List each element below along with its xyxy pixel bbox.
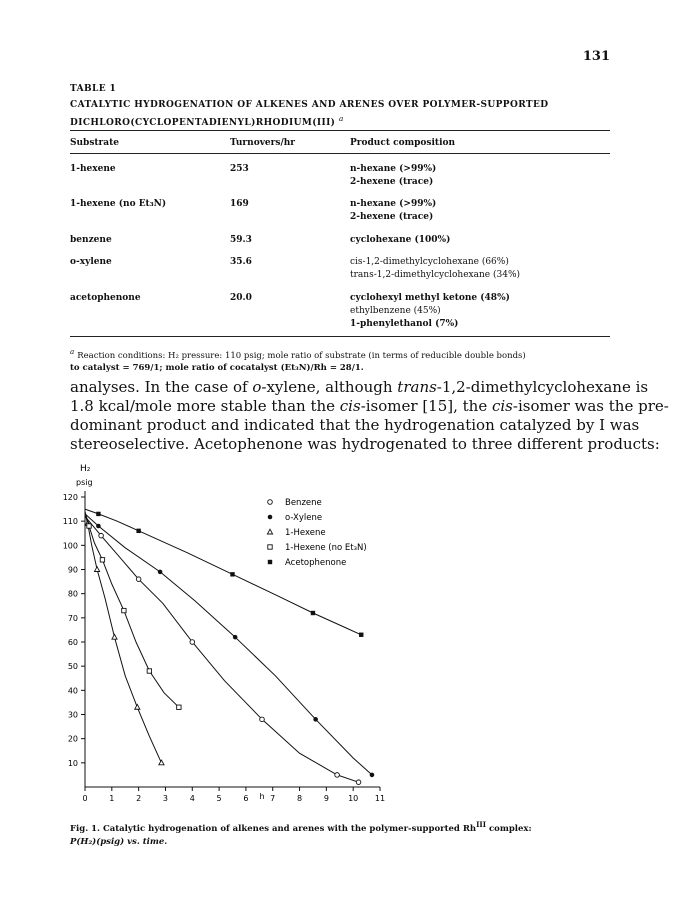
table-title xyxy=(70,99,630,130)
y-tick-label: 20 xyxy=(67,734,78,744)
data-point xyxy=(233,635,238,640)
y-tick-label: 80 xyxy=(67,589,78,599)
header-product: Product composition xyxy=(350,138,456,148)
y-tick-label: 60 xyxy=(67,638,78,647)
table-row-5-products xyxy=(350,292,510,331)
legend-label: o-Xylene xyxy=(285,513,323,523)
product-line: cyclohexane (100%) xyxy=(350,235,451,245)
table-footnote xyxy=(70,346,630,374)
table-top-rule xyxy=(70,130,610,131)
series-line xyxy=(85,516,359,782)
y-axis-label-bottom: psig xyxy=(76,478,93,487)
data-point xyxy=(313,717,318,722)
body-line-3: dominant product and indicated that the hydrogenation catalyzed by I was xyxy=(70,416,640,434)
table-bottom-rule xyxy=(70,336,610,337)
text-run: -isomer [15], the xyxy=(360,397,492,415)
series-line xyxy=(85,514,372,775)
figure-caption-label: Fig. 1. xyxy=(70,823,100,834)
table-title-text: CATALYTIC HYDROGENATION OF ALKENES AND ARENES OVER POLYMER-SUPPORTED DICHLORO(CYCLOPENTADIENYL)RHODIUM(III) xyxy=(70,100,549,128)
data-point xyxy=(311,611,315,615)
series-4 xyxy=(85,512,181,710)
body-line-4: stereoselective. Acetophenone was hydrogenated to three different products: xyxy=(70,435,660,453)
x-tick-label: 10 xyxy=(348,794,359,803)
data-point xyxy=(356,780,361,785)
body-line-2 xyxy=(70,397,669,416)
x-axis-label: h xyxy=(259,792,265,801)
data-point xyxy=(135,704,140,709)
y-tick-label: 90 xyxy=(67,565,78,575)
text-run-italic: o xyxy=(252,378,262,396)
table-title-note-mark: a xyxy=(338,114,344,123)
footnote-mark: a xyxy=(70,347,75,356)
legend-marker xyxy=(268,545,272,549)
page-number: 131 xyxy=(582,49,610,64)
x-tick-label: 7 xyxy=(270,794,276,803)
data-point xyxy=(136,577,141,582)
legend-marker xyxy=(268,515,273,520)
text-run-italic: cis xyxy=(339,397,361,415)
legend-marker xyxy=(268,560,272,564)
data-point xyxy=(87,524,91,528)
y-tick-label: 50 xyxy=(67,662,78,672)
legend-marker xyxy=(267,529,272,534)
data-point xyxy=(96,524,101,529)
data-point xyxy=(177,705,181,709)
legend-label: Benzene xyxy=(285,498,322,508)
product-line: 1-phenylethanol (7%) xyxy=(350,319,459,329)
text-run: -isomer was the pre- xyxy=(512,397,669,415)
x-tick-label: 6 xyxy=(243,794,249,803)
product-line: cis-1,2-dimethylcyclohexane (66%) xyxy=(350,257,509,267)
product-line: 2-hexene (trace) xyxy=(350,177,434,187)
table-row-2-products xyxy=(350,198,436,224)
figure-caption-line-1a: Catalytic hydrogenation of alkenes and arenes with the polymer-supported Rh xyxy=(102,823,477,834)
x-tick-label: 2 xyxy=(136,794,142,803)
chart-legend xyxy=(267,498,366,568)
series-line xyxy=(85,512,179,708)
figure-caption-line-1b: complex: xyxy=(486,823,532,834)
table-row-3-products xyxy=(350,234,450,247)
data-point xyxy=(100,558,104,562)
product-line: trans-1,2-dimethylcyclohexane (34%) xyxy=(350,270,521,280)
series-line xyxy=(85,514,161,763)
figure-caption xyxy=(70,818,630,849)
data-point xyxy=(190,640,195,645)
data-point xyxy=(94,567,99,572)
series-1 xyxy=(85,516,361,784)
text-run: -1,2-dimethylcyclohexane is xyxy=(436,378,649,396)
data-point xyxy=(96,512,100,516)
y-tick-label: 100 xyxy=(62,541,78,551)
table-row-4-substrate: o-xylene xyxy=(70,257,112,267)
x-tick-label: 0 xyxy=(82,794,88,803)
product-line: ethylbenzene (45%) xyxy=(350,306,441,316)
table-row-1-turnovers: 253 xyxy=(230,164,249,174)
header-turnovers: Turnovers/hr xyxy=(230,138,296,148)
table-row-4-products xyxy=(350,256,520,282)
data-point xyxy=(99,533,104,538)
figure-chart xyxy=(0,455,680,815)
table-row-4-turnovers: 35.6 xyxy=(230,257,252,267)
figure-caption-line-2: P(H₂)(psig) vs. time. xyxy=(70,836,168,847)
data-point xyxy=(159,760,164,765)
data-point xyxy=(370,773,375,778)
x-tick-label: 1 xyxy=(109,794,115,803)
chart-axes xyxy=(63,491,385,803)
x-tick-label: 5 xyxy=(216,794,222,803)
legend-label: Acetophenone xyxy=(285,558,347,568)
table-label: TABLE 1 xyxy=(70,84,117,94)
text-run-italic: trans xyxy=(397,378,437,396)
y-tick-label: 120 xyxy=(62,493,78,502)
legend-label: 1-Hexene xyxy=(285,528,326,538)
data-point xyxy=(122,608,126,612)
data-point xyxy=(158,570,163,575)
text-run: analyses. In the case of xyxy=(70,378,253,396)
footnote-line-2: to catalyst = 769/1; mole ratio of cocatalyst (Et₃N)/Rh = 28/1. xyxy=(70,362,364,373)
data-point xyxy=(230,572,234,576)
data-point xyxy=(147,669,151,673)
y-tick-label: 40 xyxy=(67,686,78,696)
x-tick-label: 9 xyxy=(323,794,329,803)
data-point xyxy=(335,773,340,778)
table-row-5-turnovers: 20.0 xyxy=(230,293,252,303)
header-substrate: Substrate xyxy=(70,138,120,148)
text-run-italic: cis xyxy=(491,397,513,415)
table-row-2-turnovers: 169 xyxy=(230,199,249,209)
x-tick-label: 4 xyxy=(189,794,195,803)
figure-caption-sup: III xyxy=(476,820,487,829)
y-tick-label: 110 xyxy=(62,517,78,527)
data-point xyxy=(359,633,363,637)
body-paragraph xyxy=(70,378,669,454)
product-line: n-hexane (>99%) xyxy=(350,164,437,174)
product-line: 2-hexene (trace) xyxy=(350,212,434,222)
table-row-3-substrate: benzene xyxy=(70,235,112,245)
data-point xyxy=(136,529,140,533)
product-line: n-hexane (>99%) xyxy=(350,199,437,209)
table-row-1-products xyxy=(350,163,436,189)
legend-marker xyxy=(268,500,273,505)
data-point xyxy=(112,634,117,639)
legend-label: 1-Hexene (no Et₃N) xyxy=(285,543,367,553)
table-row-2-substrate: 1-hexene (no Et₃N) xyxy=(70,199,167,209)
table-row-5-substrate: acetophenone xyxy=(70,293,141,303)
footnote-line-1: Reaction conditions: H₂ pressure: 110 psig; mole ratio of substrate (in terms of reducible double bonds) xyxy=(77,350,526,361)
data-point xyxy=(260,717,265,722)
y-tick-label: 70 xyxy=(67,613,78,623)
y-tick-label: 30 xyxy=(67,710,78,720)
x-tick-label: 8 xyxy=(296,794,303,803)
x-tick-label: 11 xyxy=(374,794,386,803)
table-row-3-turnovers: 59.3 xyxy=(230,235,252,245)
table-row-1-substrate: 1-hexene xyxy=(70,164,116,174)
x-tick-label: 3 xyxy=(162,794,169,803)
body-line-1 xyxy=(70,378,649,397)
text-run: -xylene, although xyxy=(261,378,398,396)
series-2 xyxy=(85,514,374,777)
series-3 xyxy=(85,514,164,765)
y-axis-label-top: H₂ xyxy=(80,464,91,474)
table-header-rule xyxy=(70,153,610,154)
y-tick-label: 10 xyxy=(67,758,78,768)
text-run: 1.8 kcal/mole more stable than the xyxy=(70,397,340,415)
product-line: cyclohexyl methyl ketone (48%) xyxy=(350,293,510,303)
